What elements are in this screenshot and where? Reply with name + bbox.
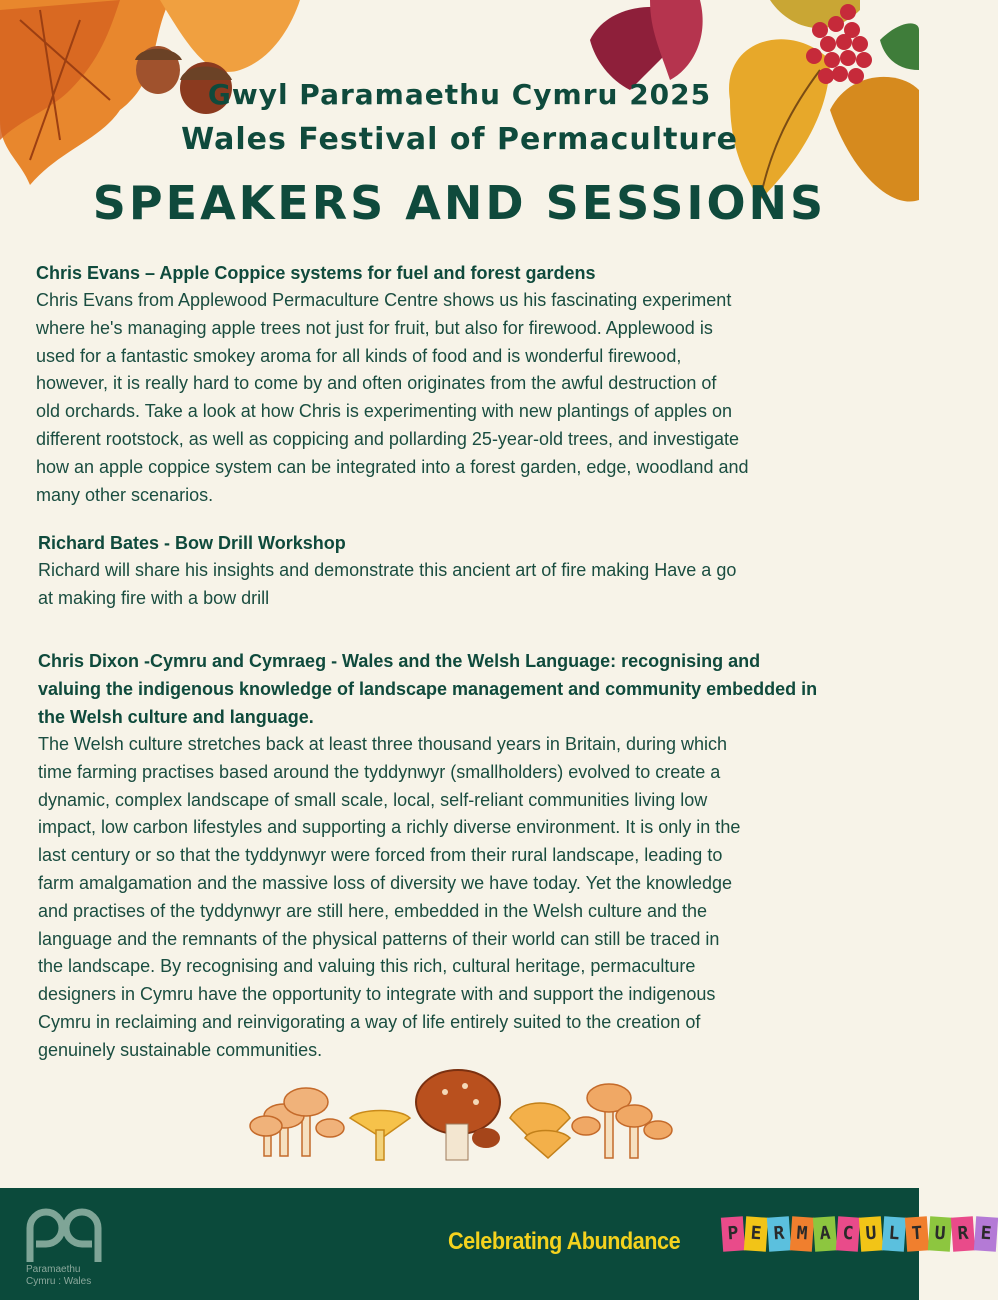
badge-letter: R [767,1216,791,1251]
title-line: the Welsh culture and language. [38,707,314,727]
session-chris-evans [36,259,886,509]
logo-line: Paramaethu [26,1264,81,1275]
text-line: where he's managing apple trees not just for fruit, but also for firewood. Applewood is [36,317,713,338]
logo-wordmark [26,1264,91,1288]
text-line: however, it is really hard to come by and often originates from the awful destruction of [36,373,717,394]
page-heading: SPEAKERS AND SESSIONS [92,176,827,230]
festival-title-english: Wales Festival of Permaculture [181,122,738,157]
text-line: different rootstock, as well as coppicing and pollarding 25-year-old trees, and investigate [36,428,740,449]
text-line: at making fire with a bow drill [38,587,270,608]
title-line: valuing the indigenous knowledge of landscape management and community embedded in [38,679,818,699]
badge-letter: R [951,1216,975,1251]
title-line: Chris Dixon -Cymru and Cymraeg - Wales and the Welsh Language: recognising and [38,651,761,671]
text-line: Chris Evans from Applewood Permaculture Centre shows us his fascinating experiment [36,290,732,310]
slogan: Celebrating Abundance [448,1228,681,1255]
session-chris-dixon [38,647,888,1065]
badge-letter: C [836,1216,860,1251]
text-line: the landscape. By recognising and valuing this rich, cultural heritage, permaculture [38,956,696,977]
badge-letter: U [859,1216,883,1251]
session-richard-bates [38,529,888,613]
text-line: and practises of the tyddynwyr are still here, embedded in the Welsh culture and the [38,900,708,921]
session-title: Richard Bates - Bow Drill Workshop [38,533,346,553]
text-line: dynamic, complex landscape of small scale, local, self-reliant communities living low [38,789,708,810]
text-line: old orchards. Take a look at how Chris is experimenting with new plantings of apples on [36,401,733,422]
badge-letter: P [721,1216,745,1251]
session-title: Chris Evans – Apple Coppice systems for fuel and forest gardens [36,263,596,283]
text-line: time farming practises based around the tyddynwyr (smallholders) evolved to create a [38,761,721,782]
text-line: genuinely sustainable communities. [38,1039,323,1060]
badge-letter: T [905,1216,929,1251]
text-line: farm amalgamation and the massive loss of diversity we have today. Yet the knowledge [38,872,733,893]
mushrooms-illustration [240,1068,680,1168]
text-line: impact, low carbon lifestyles and supporting a richly diverse environment. It is only in the [38,817,741,838]
text-line: Cymru in reclaiming and reinvigorating a way of life entirely suited to the creation of [38,1011,701,1032]
text-line: last century or so that the tyddynwyr were forced from their rural landscape, leading to [38,845,723,866]
permaculture-badge [722,1212,998,1256]
badge-letter: E [744,1216,768,1251]
session-description [36,287,886,509]
session-title [38,647,888,731]
text-line: language and the remnants of the physical patterns of their world can still be traced in [38,928,720,949]
badge-letter: A [813,1216,837,1251]
badge-letter: U [928,1216,952,1251]
badge-letter: M [790,1216,814,1251]
session-description [38,557,888,613]
text-line: Richard will share his insights and demonstrate this ancient art of fire making Have a go [38,560,737,580]
badge-letter: L [882,1216,906,1251]
text-line: The Welsh culture stretches back at least three thousand years in Britain, during which [38,734,728,754]
text-line: how an apple coppice system can be integrated into a forest garden, edge, woodland and [36,456,749,477]
festival-title-welsh: Gwyl Paramaethu Cymru 2025 [207,78,712,111]
badge-letter: E [974,1216,998,1251]
pa-logo-icon [26,1208,106,1264]
text-line: used for a fantastic smokey aroma for all kinds of food and is wonderful firewood, [36,345,682,366]
text-line: designers in Cymru have the opportunity to integrate with and support the indigenous [38,984,716,1005]
logo-line: Cymru : Wales [26,1276,92,1287]
session-description [38,731,888,1065]
text-line: many other scenarios. [36,484,214,505]
